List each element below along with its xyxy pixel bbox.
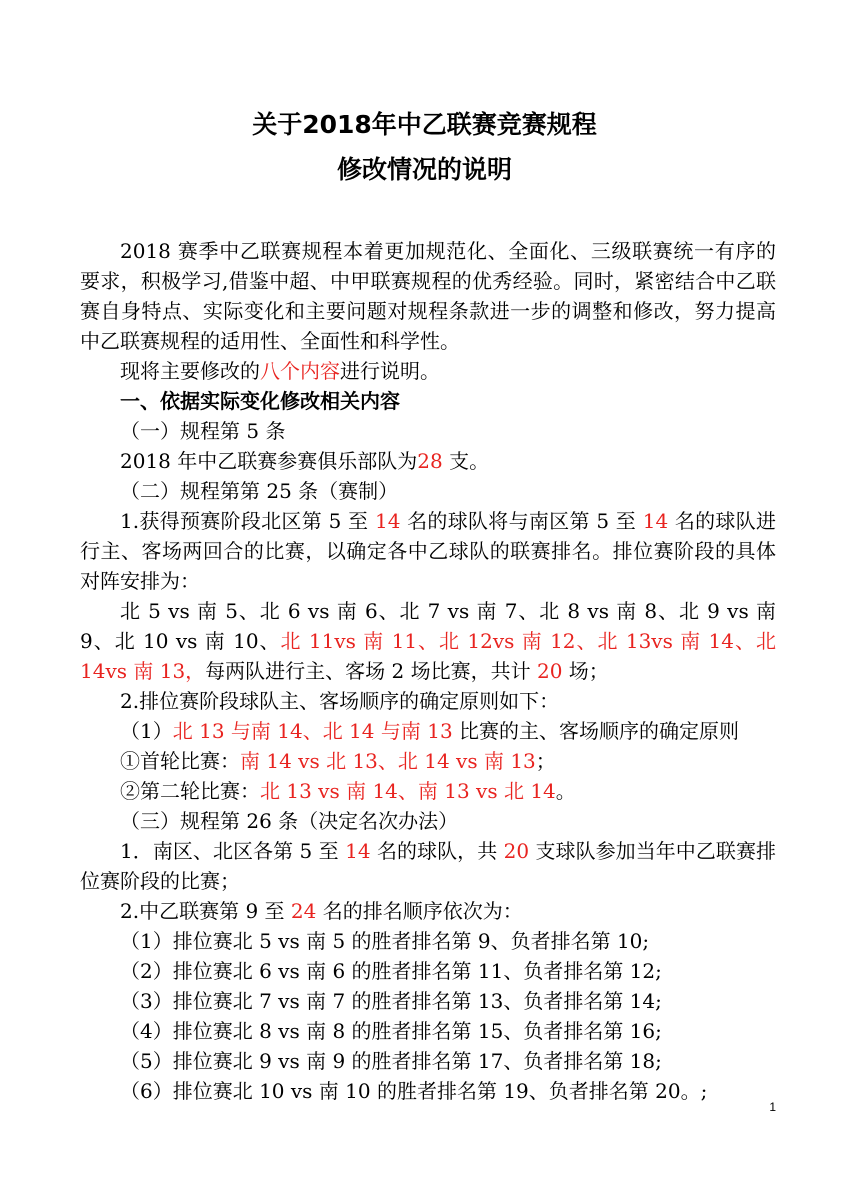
item3-paragraph-1 (80, 836, 776, 896)
section-heading: 一、依据实际变化修改相关内容 (120, 389, 400, 413)
text-span: 名的球队进行主、客场两回合的比赛，以确定各中乙球队的联赛排名。排位赛阶段的具体对阵安排为： (80, 509, 776, 593)
item2-paragraph-5 (80, 746, 776, 776)
highlight-text: 北 13 vs 南 14、南 13 vs 北 14 (260, 779, 556, 803)
text-span: 。 (555, 779, 576, 803)
intro-summary (80, 356, 776, 386)
ranking-item: （3）排位赛北 7 vs 南 7 的胜者排名第 13、负者排名第 14; (120, 989, 662, 1013)
document-title: 关于2018年中乙联赛竞赛规程 (252, 110, 597, 139)
text-span: 现将主要修改的 (120, 359, 260, 383)
item1-text (80, 446, 776, 476)
document-subtitle: 修改情况的说明 (336, 155, 512, 184)
item3-paragraph-2 (80, 896, 776, 926)
text-span: 1.获得预赛阶段北区第 5 至 (120, 509, 375, 533)
item-heading: （二）规程第第 25 条（赛制） (120, 479, 399, 503)
text-span: 名的球队，共 (370, 839, 504, 863)
highlight-text: 南 14 vs 北 13、北 14 vs 南 13 (240, 749, 536, 773)
intro-paragraph: 2018 赛季中乙联赛规程本着更加规范化、全面化、三级联赛统一有序的要求，积极学习,借鉴中超、中甲联赛规程的优秀经验。同时，紧密结合中乙联赛自身特点、实际变化和主要问题对规程条款进一步的调整和修改，努力提高中乙联赛规程的适用性、全面性和科学性。 (80, 239, 776, 353)
item2-paragraph-6 (80, 776, 776, 806)
item2-paragraph-3: 2.排位赛阶段球队主、客场顺序的确定原则如下： (120, 689, 560, 713)
highlight-text: 14 (345, 839, 371, 863)
item2-paragraph-2 (80, 596, 776, 686)
highlight-text: 北 11vs 南 11、北 12vs 南 12、北 13vs 南 14、北 14vs 南 13， (80, 629, 776, 683)
item2-paragraph-1 (80, 506, 776, 596)
text-span: 场； (562, 659, 609, 683)
ranking-item: （4）排位赛北 8 vs 南 8 的胜者排名第 15、负者排名第 16; (120, 1019, 662, 1043)
text-span: 名的球队将与南区第 5 至 (400, 509, 643, 533)
text-span: ； (535, 749, 556, 773)
highlight-text: 14 (642, 509, 669, 533)
item-heading: （三）规程第 26 条（决定名次办法） (120, 809, 459, 833)
text-span: 比赛的主、客场顺序的确定原则 (452, 719, 740, 743)
highlight-text: 北 13 与南 14、北 14 与南 13 (172, 719, 453, 743)
text-span: 名的排名顺序依次为： (316, 899, 523, 923)
highlight-text: 20 (503, 839, 530, 863)
highlight-text: 八个内容 (260, 359, 340, 383)
text-span: 每两队进行主、客场 2 场比赛，共计 (205, 659, 537, 683)
text-span: 2018 年中乙联赛参赛俱乐部队为 (120, 449, 418, 473)
highlight-text: 24 (290, 899, 317, 923)
ranking-item: （6）排位赛北 10 vs 南 10 的胜者排名第 19、负者排名第 20。; (120, 1079, 708, 1103)
text-span: 2.中乙联赛第 9 至 (120, 899, 291, 923)
text-span: 支。 (442, 449, 490, 473)
text-span: （1） (120, 719, 173, 743)
highlight-text: 28 (417, 449, 443, 473)
ranking-item: （1）排位赛北 5 vs 南 5 的胜者排名第 9、负者排名第 10; (120, 929, 650, 953)
highlight-text: 14 (375, 509, 401, 533)
document-body (80, 236, 776, 1106)
ranking-item: （5）排位赛北 9 vs 南 9 的胜者排名第 17、负者排名第 18; (120, 1049, 662, 1073)
highlight-text: 20 (536, 659, 563, 683)
page-number: 1 (769, 1100, 776, 1114)
text-span: 1．南区、北区各第 5 至 (120, 839, 346, 863)
item-heading: （一）规程第 5 条 (120, 419, 286, 443)
text-span: 北 5 vs 南 5、北 6 vs 南 6、北 7 vs 南 7、北 8 vs 南 8、北 9 vs 南 9、北 10 vs 南 10、 (80, 599, 776, 653)
text-span: 进行说明。 (340, 359, 440, 383)
text-span: ②第二轮比赛： (120, 779, 260, 803)
item2-paragraph-4 (80, 716, 776, 746)
text-span: 支球队参加当年中乙联赛排位赛阶段的比赛； (80, 839, 776, 893)
text-span: ①首轮比赛： (120, 749, 240, 773)
ranking-item: （2）排位赛北 6 vs 南 6 的胜者排名第 11、负者排名第 12; (120, 959, 662, 983)
